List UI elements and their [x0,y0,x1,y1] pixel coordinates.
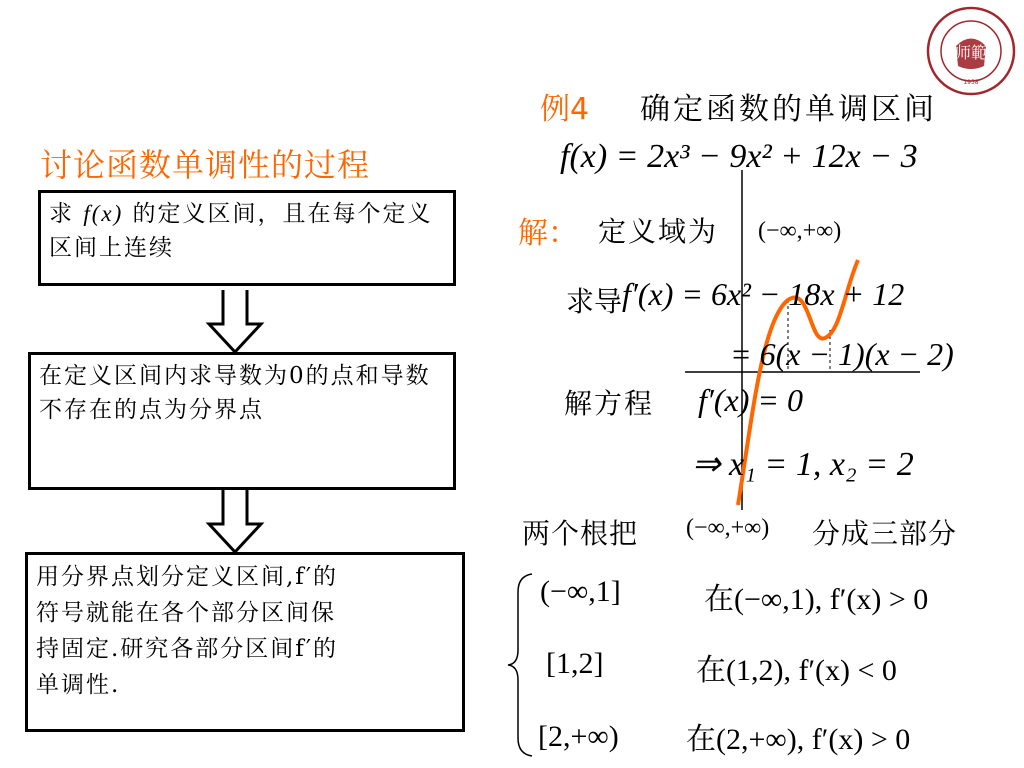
solution-label: 解： [518,216,578,251]
example-label: 例4 [540,92,590,127]
interval-2: [1,2] [546,647,604,680]
down-arrow-icon [205,290,265,354]
condition-2: 在(1,2), f′(x) < 0 [696,654,897,687]
process-title: 讨论函数单调性的过程 [40,146,371,184]
solve-equation: f′(x) = 0 [698,382,803,418]
split-suffix: 分成三部分 [812,517,958,550]
step-box-1 [38,190,456,286]
interval-1: (−∞,1] [540,575,621,608]
step-box-2: 在定义区间内求导数为0的点和导数不存在的点为分界点 [28,352,456,490]
roots-expression: ⇒ x₁ = 1, x₂ = 2 [692,446,914,483]
svg-text:师範: 师範 [954,43,988,62]
step3-line-4: 单调性. [36,672,121,698]
condition-3: 在(2,+∞), f′(x) > 0 [686,723,911,756]
solve-label: 解方程 [564,387,655,420]
step3-line-2: 符号就能在各个部分区间保 [36,600,336,626]
domain-value: (−∞,+∞) [758,218,842,244]
domain-text: 定义域为 [598,215,719,248]
logo-seal-icon [926,6,1016,96]
step-box-3 [25,552,465,732]
down-arrow-icon [205,490,265,554]
svg-text:1958: 1958 [963,79,979,86]
university-logo [926,6,1016,96]
split-prefix: 两个根把 [522,517,639,550]
condition-1: 在(−∞,1), f′(x) > 0 [704,583,929,616]
step1-func: f(x) [83,201,124,226]
function-expression: f(x) = 2x³ − 9x² + 12x − 3 [560,138,918,175]
step3-line-1: 用分界点划分定义区间,f′的 [36,564,339,590]
split-interval: (−∞,+∞) [686,515,770,541]
interval-3: [2,+∞) [538,720,619,753]
step1-prefix: 求 [49,201,84,227]
brace-icon [506,572,536,758]
step1-suffix: 的定义区间，且在每个定义区间上连续 [49,201,433,261]
derivative-label: 求导 [566,285,623,318]
factored-expression: = 6(x − 1)(x − 2) [730,336,954,372]
step3-line-3: 持固定.研究各部分区间f′的 [36,636,339,662]
example-title: 确定函数的单调区间 [640,92,937,127]
derivative-expression: f′(x) = 6x² − 18x + 12 [622,276,905,312]
